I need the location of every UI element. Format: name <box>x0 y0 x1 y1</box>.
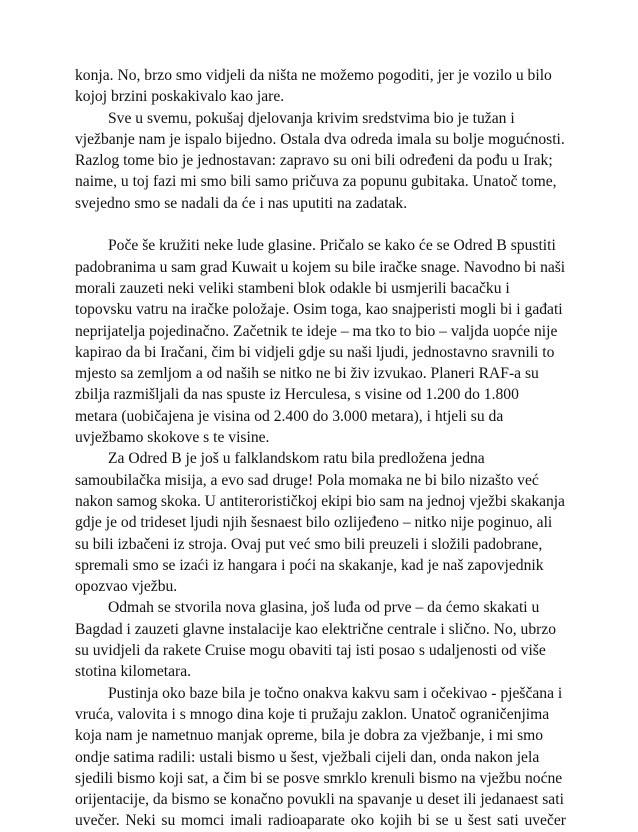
text-line: uvečer. Neki su momci imali radioaparate oko kojih bi se u šest sati uvečer <box>75 812 566 830</box>
body-text <box>75 65 566 832</box>
text-line: kapirao da bi Iračani, čim bi vidjeli gdje su naši ljudi, jednostavno sravnili to <box>75 343 555 361</box>
text-line: koja nam je nametnuo manjak opreme, bila je dobra za vježbanje, i mi smo <box>75 727 544 745</box>
text-line: samoubilačka misija, a evo sad druge! Pola momaka ne bi bilo nizašto već <box>75 471 539 489</box>
paragraph-gap <box>75 214 566 235</box>
text-line: konja. No, brzo smo vidjeli da ništa ne možemo pogoditi, jer je vozilo u bilo <box>75 67 552 84</box>
text-line: su bili izbačeni iz stroja. Ovaj put već smo bili preuzeli i složili padobrane, <box>75 535 543 553</box>
text-line: padobranima u sam grad Kuwait u kojem su bile iračke snage. Navodno bi naši <box>75 258 566 276</box>
text-line: mjesto sa zemljom a od naših se nitko ne bi živ izvukao. Planeri RAF-a su <box>75 365 539 383</box>
text-line: stotina kilometara. <box>75 663 192 681</box>
text-line: Odmah se stvorila nova glasina, još luđa od prve – da ćemo skakati u <box>108 599 540 617</box>
text-line: morali zauzeti neki veliki stambeni blok odakle bi usmjerili bacačku i <box>75 279 510 297</box>
text-line: metara (uobičajena je visina od 2.400 do 3.000 metara), i htjeli su da <box>75 407 504 425</box>
text-line: svejedno smo se nadali da će i nas uputiti na zadatak. <box>75 194 408 212</box>
text-line: Bagdad i zauzeti glavne instalacije kao električne centrale i slično. No, ubrzo <box>75 620 557 638</box>
text-line: Razlog tome bio je jednostavan: zapravo su oni bili određeni da pođu u Irak; <box>75 152 553 170</box>
text-line: sjedili bismo koji sat, a čim bi se posve smrklo krenuli bismo na vježbu noćne <box>75 769 563 787</box>
text-line: vruća, valovita i s mnogo dina koje ti pružaju zaklon. Unatoč ograničenjima <box>75 705 550 723</box>
text-line: gdje je od trideset ljudi njih šesnaest bilo ozlijeđeno – nitko nije poginuo, ali <box>75 514 553 532</box>
text-line: kojoj brzini poskakivalo kao jare. <box>75 88 285 106</box>
text-line: nakon samog skoka. U antiterorističkoj ekipi bio sam na jednoj vježbi skakanja <box>75 492 565 510</box>
text-line: uvježbamo skokove s te visine. <box>75 429 270 447</box>
text-line: neprijatelja pojedinačno. Začetnik te ideje – ma tko to bio – valjda uopće nije <box>75 322 558 340</box>
text-line: orijentacije, da bismo se konačno povukli na spavanje u deset ili jedanaest sati <box>75 791 564 809</box>
text-line: spremali smo se izaći iz hangara i poći na skakanje, kad je naš zapovjednik <box>75 556 544 574</box>
text-line: ondje satima radili: ustali bismo u šest, vježbali cijeli dan, onda nakon jela <box>75 748 540 766</box>
text-line: vježbanje nam je ispalo bijedno. Ostala dva odreda imala su bolje mogućnosti. <box>75 130 565 148</box>
text-line: zbilja razmišljali da nas spuste iz Herculesa, s visine od 1.200 do 1.800 <box>75 386 519 404</box>
text-line: Poče še kružiti neke lude glasine. Pričalo se kako će se Odred B spustiti <box>108 237 556 255</box>
text-line: naime, u toj fazi mi smo bili samo pričuva za popunu gubitaka. Unatoč tome, <box>75 173 557 191</box>
text-line: opozvao vježbu. <box>75 578 178 596</box>
text-line: Pustinja oko baze bila je točno onakva kakvu sam i očekivao - pješčana i <box>108 684 563 702</box>
text-line: su uvidjeli da rakete Cruise mogu obaviti taj isti posao s udaljenosti od više <box>75 642 546 660</box>
text-line: Za Odred B je još u falklandskom ratu bila predložena jedna <box>108 450 485 468</box>
text-line: Sve u svemu, pokušaj djelovanja krivim sredstvima bio je tužan i <box>108 109 515 127</box>
text-line: topovsku vatru na iračke položaje. Osim toga, kao snajperisti mogli bi i gađati <box>75 301 563 319</box>
